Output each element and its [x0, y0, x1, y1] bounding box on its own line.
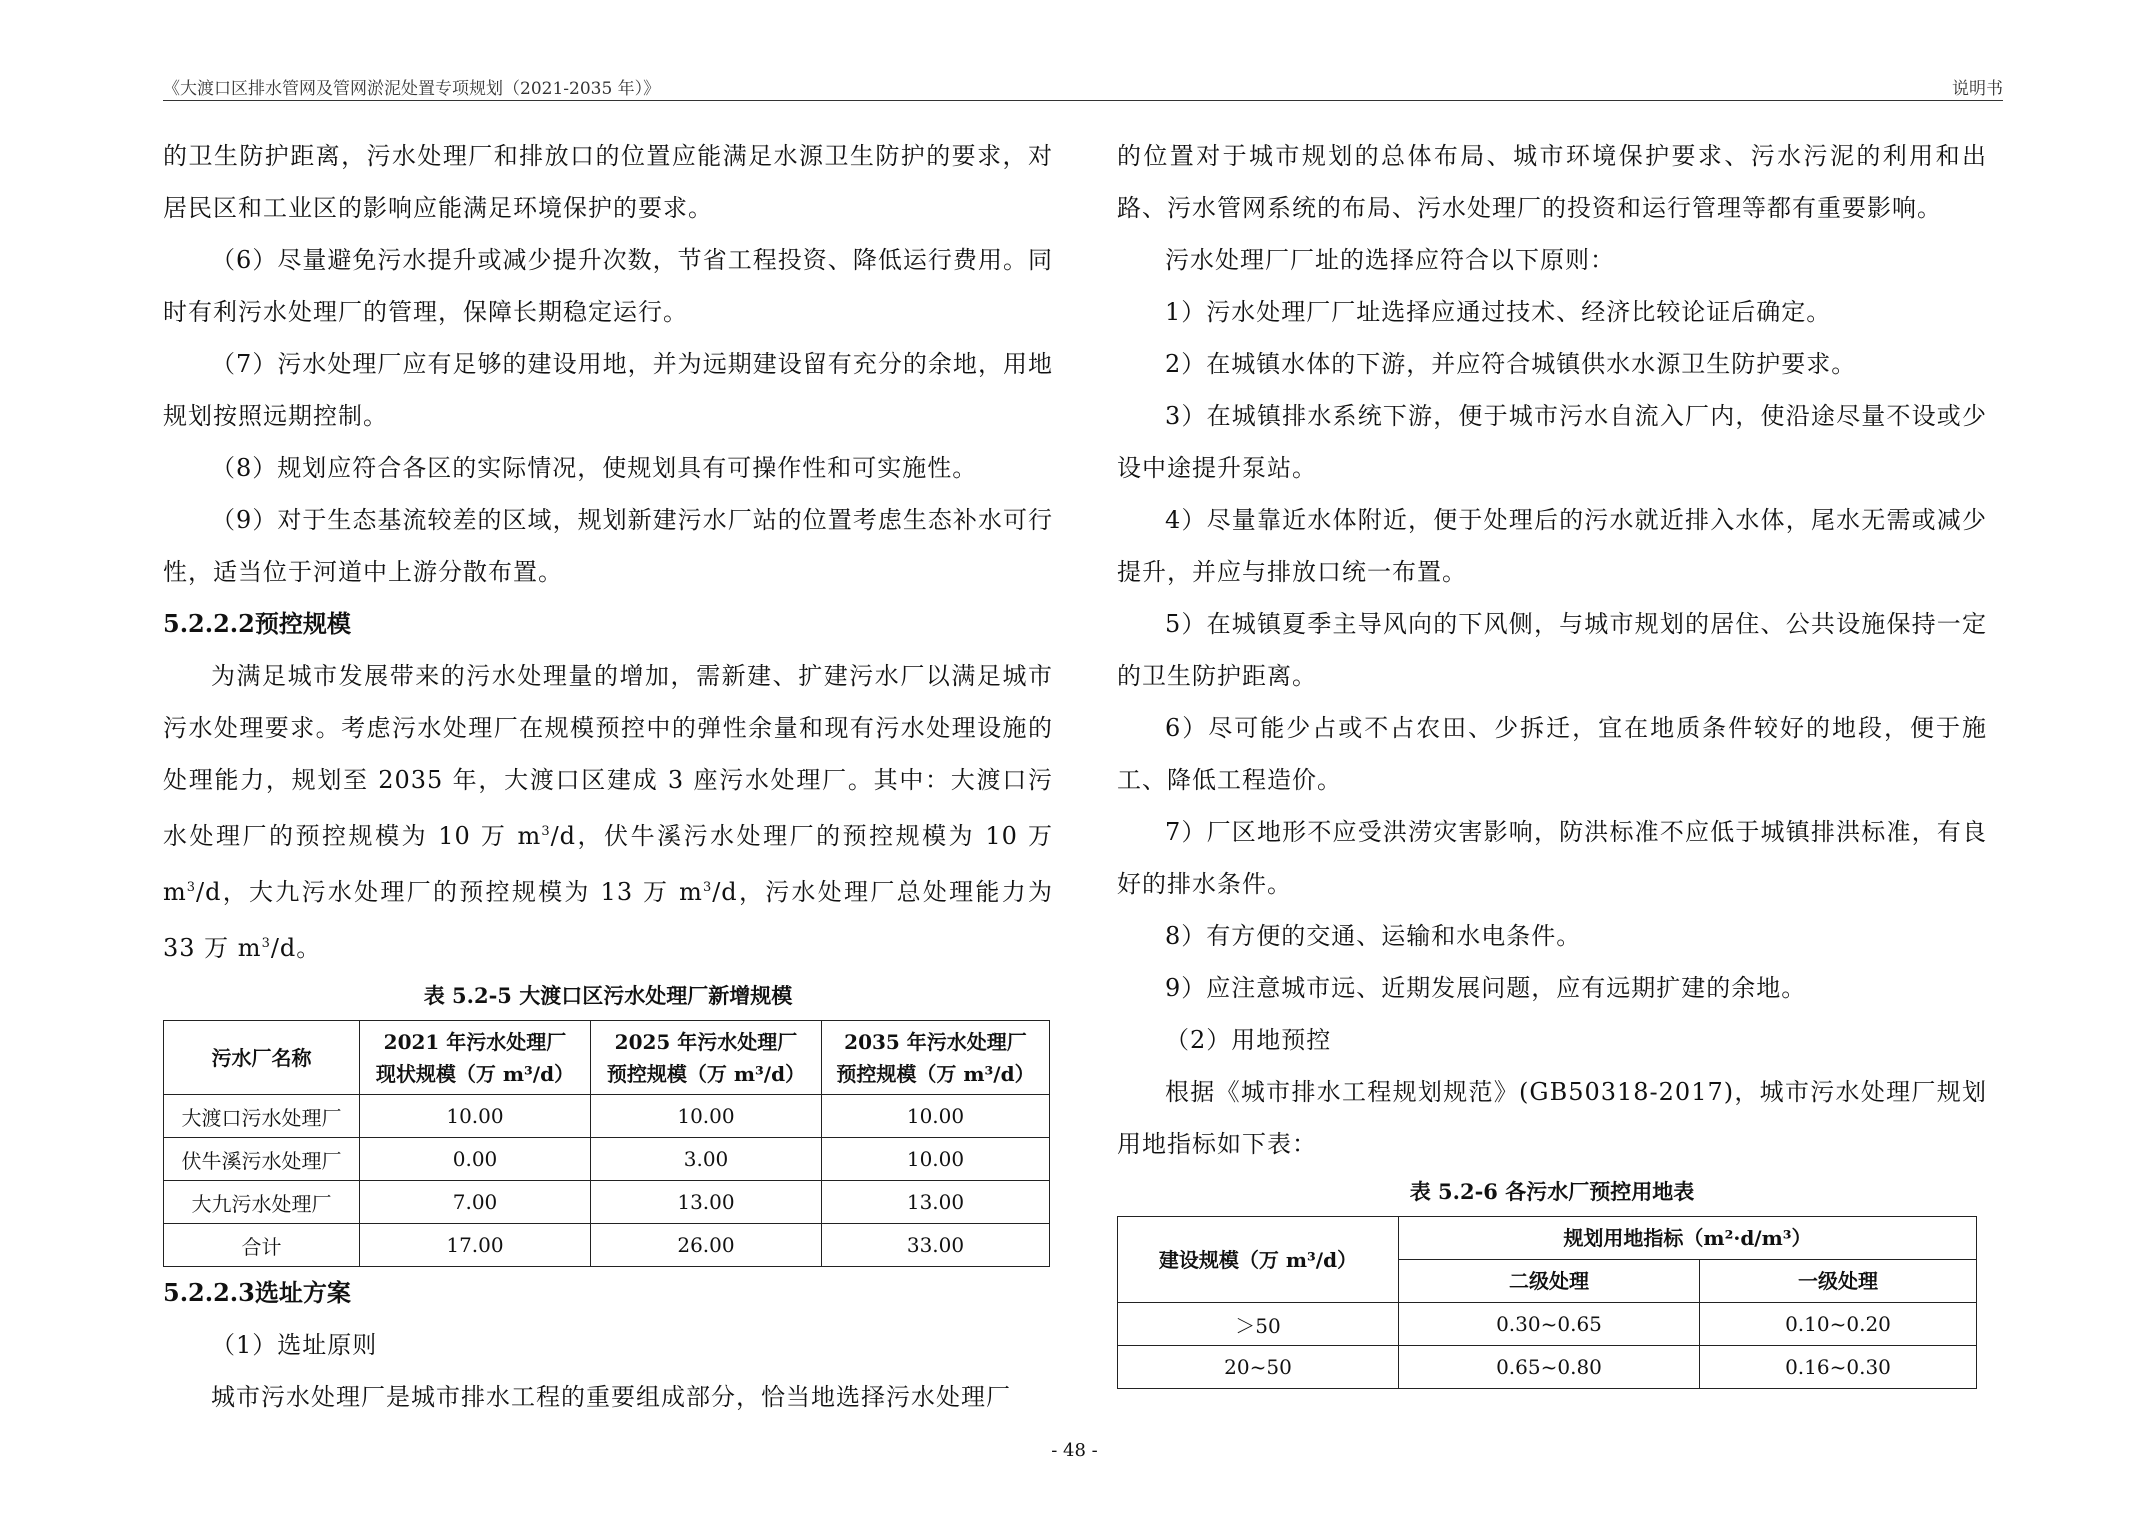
paragraph: 城市污水处理厂是城市排水工程的重要组成部分，恰当地选择污水处理厂 [211, 1383, 1011, 1411]
section-label: 说明书 [1952, 79, 2003, 99]
table-header: 二级处理 [1399, 1260, 1700, 1303]
section-heading: 5.2.2.2预控规模 [163, 609, 351, 638]
table-row: 大九污水处理厂 7.00 13.00 13.00 [164, 1181, 1050, 1224]
paragraph: （1）选址原则 [211, 1331, 378, 1359]
land-use-table [1117, 1216, 1977, 1389]
paragraph: 7）厂区地形不应受洪涝灾害影响，防洪标准不应低于城镇排洪标准，有良好的排水条件。 [1117, 818, 1987, 898]
table-header: 2035 年污水处理厂 预控规模（万 m³/d） [822, 1021, 1050, 1095]
paragraph: 的位置对于城市规划的总体布局、城市环境保护要求、污水污泥的利用和出路、污水管网系统的布局、污水处理厂的投资和运行管理等都有重要影响。 [1117, 142, 1987, 222]
paragraph: 8）有方便的交通、运输和水电条件。 [1165, 922, 1582, 950]
section-heading: 5.2.2.3选址方案 [163, 1278, 351, 1307]
paragraph: （2）用地预控 [1165, 1026, 1332, 1054]
table-header: 2021 年污水处理厂 现状规模（万 m³/d） [360, 1021, 591, 1095]
paragraph: 5）在城镇夏季主导风向的下风侧，与城市规划的居住、公共设施保持一定的卫生防护距离。 [1117, 610, 1987, 690]
paragraph: 污水处理厂厂址的选择应符合以下原则： [1165, 246, 1615, 274]
table-header: 建设规模（万 m³/d） [1118, 1217, 1399, 1303]
table-caption: 表 5.2-6 各污水厂预控用地表 [1409, 1179, 1695, 1204]
paragraph: （9）对于生态基流较差的区域，规划新建污水厂站的位置考虑生态补水可行性，适当位于河道中上游分散布置。 [163, 506, 1053, 586]
paragraph: 2）在城镇水体的下游，并应符合城镇供水水源卫生防护要求。 [1165, 350, 1857, 378]
left-column [163, 130, 1053, 1423]
table-header: 规划用地指标（m²·d/m³） [1399, 1217, 1977, 1260]
table-header: 2025 年污水处理厂 预控规模（万 m³/d） [591, 1021, 822, 1095]
paragraph: 3）在城镇排水系统下游，便于城市污水自流入厂内，使沿途尽量不设或少设中途提升泵站。 [1117, 402, 1987, 482]
paragraph: 9）应注意城市远、近期发展问题，应有远期扩建的余地。 [1165, 974, 1807, 1002]
paragraph: （6）尽量避免污水提升或减少提升次数，节省工程投资、降低运行费用。同时有利污水处理厂的管理，保障长期稳定运行。 [163, 246, 1053, 326]
table-caption: 表 5.2-5 大渡口区污水处理厂新增规模 [423, 983, 793, 1008]
table-row: 合计 17.00 26.00 33.00 [164, 1224, 1050, 1267]
paragraph: 为满足城市发展带来的污水处理量的增加，需新建、扩建污水厂以满足城市污水处理要求。考虑污水处理厂在规模预控中的弹性余量和现有污水处理设施的处理能力，规划至 2035 年，大渡口区建成 3 座污水处理厂。其中：大渡口污水处理厂的预控规模为 10 万 $m^3/d$，伏牛溪污水处理厂的预控规模为 10 万 $m^3/d$，大九污水处理厂的预控规模为 13 万 $m^3/d$，污水处理厂总处理能力为 33 万 $m^3/d$。 [163, 662, 1053, 962]
right-column [1117, 130, 1987, 1389]
paragraph: 1）污水处理厂厂址选择应通过技术、经济比较论证后确定。 [1165, 298, 1832, 326]
plant-scale-table [163, 1020, 1050, 1267]
table-header: 一级处理 [1700, 1260, 1977, 1303]
paragraph: 4）尽量靠近水体附近，便于处理后的污水就近排入水体，尾水无需或减少提升，并应与排放口统一布置。 [1117, 506, 1987, 586]
paragraph: （8）规划应符合各区的实际情况，使规划具有可操作性和可实施性。 [211, 454, 978, 482]
paragraph: （7）污水处理厂应有足够的建设用地，并为远期建设留有充分的余地，用地规划按照远期控制。 [163, 350, 1053, 430]
table-header: 污水厂名称 [164, 1021, 360, 1095]
page-number: - 48 - [1051, 1440, 1098, 1461]
table-row: 大渡口污水处理厂 10.00 10.00 10.00 [164, 1095, 1050, 1138]
table-row: ＞50 0.30~0.65 0.10~0.20 [1118, 1303, 1977, 1346]
document-title: 《大渡口区排水管网及管网淤泥处置专项规划（2021-2035 年）》 [163, 79, 661, 99]
page-header [163, 70, 2003, 101]
paragraph: 6）尽可能少占或不占农田、少拆迁，宜在地质条件较好的地段，便于施工、降低工程造价。 [1117, 714, 1987, 794]
paragraph: 根据《城市排水工程规划规范》(GB50318-2017)，城市污水处理厂规划用地指标如下表： [1117, 1078, 1987, 1158]
paragraph: 的卫生防护距离，污水处理厂和排放口的位置应能满足水源卫生防护的要求，对居民区和工业区的影响应能满足环境保护的要求。 [163, 142, 1053, 222]
table-row: 伏牛溪污水处理厂 0.00 3.00 10.00 [164, 1138, 1050, 1181]
table-row: 20~50 0.65~0.80 0.16~0.30 [1118, 1346, 1977, 1389]
